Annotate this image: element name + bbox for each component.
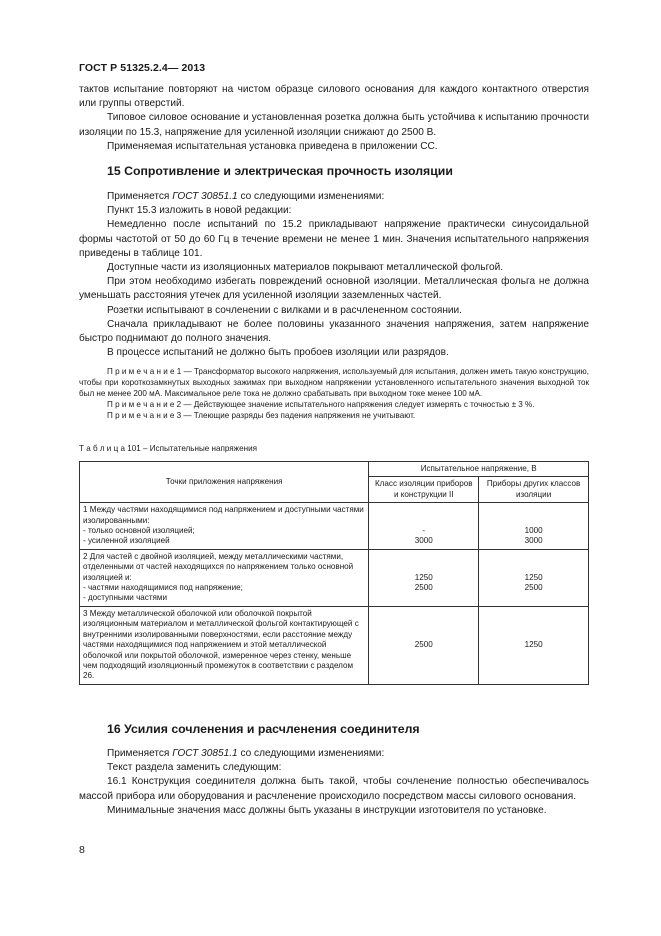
- document-header: ГОСТ Р 51325.2.4— 2013: [79, 62, 206, 74]
- applies-line: [79, 190, 589, 204]
- applies-suffix: со следующими изменениями:: [237, 748, 385, 759]
- class-ii-values: [369, 503, 479, 550]
- class-ii-values: [369, 549, 479, 606]
- other-class-values: [479, 549, 589, 606]
- col-header-class-ii: Класс изоляции приборов и конструкции II: [369, 477, 479, 503]
- applies-prefix: Применяется: [107, 748, 173, 759]
- note-1: [79, 366, 589, 399]
- applies-line: [79, 747, 589, 761]
- row-description: 2 Для частей с двойной изоляцией, между металлическими частями, отделенными от частей находящихся по напряжением только основной изоляцией и: - частями находящимися под напряжение; - доступными частями: [80, 549, 369, 606]
- standard-reference: ГОСТ 30851.1: [172, 191, 238, 202]
- col-header-other-classes: Приборы других классов изоляции: [479, 477, 589, 503]
- table-row: [80, 606, 589, 684]
- value: 3000: [524, 536, 543, 546]
- standard-reference: ГОСТ 30851.1: [172, 748, 238, 759]
- page-number: 8: [79, 844, 85, 856]
- table-row: [80, 549, 589, 606]
- paragraph: В процессе испытаний не должно быть пробоев изоляции или разрядов.: [107, 347, 449, 359]
- note-label: П р и м е ч а н и е 1: [107, 367, 182, 377]
- value: 2500: [414, 583, 433, 593]
- row-description: 1 Между частями находящимися под напряжением и доступными частями изолированными: - только основной изоляцией; - усиленной изоляцией: [80, 503, 369, 550]
- value: 1000: [524, 526, 543, 536]
- section-15-heading: 15 Сопротивление и электрическая прочность изоляции: [107, 164, 453, 178]
- paragraph: Типовое силовое основание и установленная розетка должна быть устойчива к испытанию прочности изоляции по 15.3, напряжение для усиленной изоляции снижают до 2500 В.: [79, 112, 589, 138]
- note-text: — Тлеющие разряды без падения напряжения не учитывают.: [181, 411, 416, 421]
- paragraph: тактов испытание повторяют на чистом образце силового основания для каждого контактного отверстия или группы отверстий.: [79, 84, 589, 110]
- value: -: [422, 526, 426, 536]
- paragraph: Доступные части из изоляционных материалов покрывают металлической фольгой.: [107, 262, 504, 274]
- note-2: [79, 399, 589, 410]
- paragraph: Сначала прикладывают не более половины указанного значения напряжения, затем напряжение быстро поднимают до полного значения.: [79, 318, 589, 345]
- value: 1250: [524, 573, 543, 583]
- table-row: [80, 503, 589, 550]
- table-caption: Т а б л и ц а 101 – Испытательные напряжения: [79, 444, 257, 453]
- applies-suffix: со следующими изменениями:: [237, 191, 385, 202]
- other-class-value: 1250: [479, 606, 589, 684]
- test-voltage-table: [79, 461, 589, 685]
- note-label: П р и м е ч а н и е 2: [107, 400, 182, 410]
- section-15-body: [79, 190, 589, 421]
- section-16-heading: 16 Усилия сочленения и расчленения соединителя: [107, 722, 420, 736]
- applies-prefix: Применяется: [107, 191, 173, 202]
- value: 1250: [414, 573, 433, 583]
- value: 2500: [524, 583, 543, 593]
- note-3: [79, 410, 589, 421]
- paragraph: Применяемая испытательная установка приведена в приложении СС.: [107, 140, 438, 152]
- paragraph: При этом необходимо избегать повреждений основной изоляции. Металлическая фольга не должна уменьшать расстояния утечек для усиленной изоляции заземленных частей.: [79, 276, 589, 302]
- paragraph: Розетки испытывают в сочленении с вилками и в расчлененном состоянии.: [107, 304, 462, 316]
- intro-text-block: [79, 83, 589, 154]
- col-header-points: Точки приложения напряжения: [80, 462, 369, 503]
- note-text: — Трансформатор высокого напряжения, используемый для испытания, должен иметь такую конструкцию, чтобы при короткозамкнутых выходных зажимах при выходном напряжении установленного испытательного значения выходной ток был не менее 200 мА. Максимальное реле тока не должно срабатывать при выходном токе менее 100 мА.: [79, 367, 590, 399]
- col-group-header: Испытательное напряжение, В: [369, 462, 589, 477]
- table-header-row: [80, 462, 589, 477]
- row-description: 3 Между металлической оболочкой или оболочкой покрытой изоляционным материалом и металлической фольгой контактирующей с внутренними изолированными поверхностями, если расстояние между частями находящимися под напряжением и этой металлической оболочкой или покрытой оболочкой, измеренное через стенку, меньше чем подходящий изоляционный промежуток в соответствии с разделом 26.: [80, 606, 369, 684]
- value: 3000: [414, 536, 433, 546]
- note-label: П р и м е ч а н и е 3: [107, 411, 182, 421]
- section-16-body: [79, 747, 589, 818]
- paragraph: Пункт 15.3 изложить в новой редакции:: [107, 205, 292, 217]
- paragraph: Минимальные значения масс должны быть указаны в инструкции изготовителя по установке.: [107, 804, 547, 816]
- paragraph: 16.1 Конструкция соединителя должна быть такой, чтобы сочленение полностью обеспечивалось массой прибора или оборудования и расчленение происходило посредством массы силового основания.: [79, 776, 589, 802]
- class-ii-value: 2500: [369, 606, 479, 684]
- note-text: — Действующее значение испытательного напряжения следует измерять с точностью ± 3 %.: [181, 400, 535, 410]
- other-class-values: [479, 503, 589, 550]
- paragraph: Немедленно после испытаний по 15.2 прикладывают напряжение практически синусоидальной формы частотой от 50 до 60 Гц в течение времени не менее 1 мин. Значения испытательного напряжения приведены в таблице 101.: [79, 219, 589, 259]
- paragraph: Текст раздела заменить следующим:: [107, 762, 282, 774]
